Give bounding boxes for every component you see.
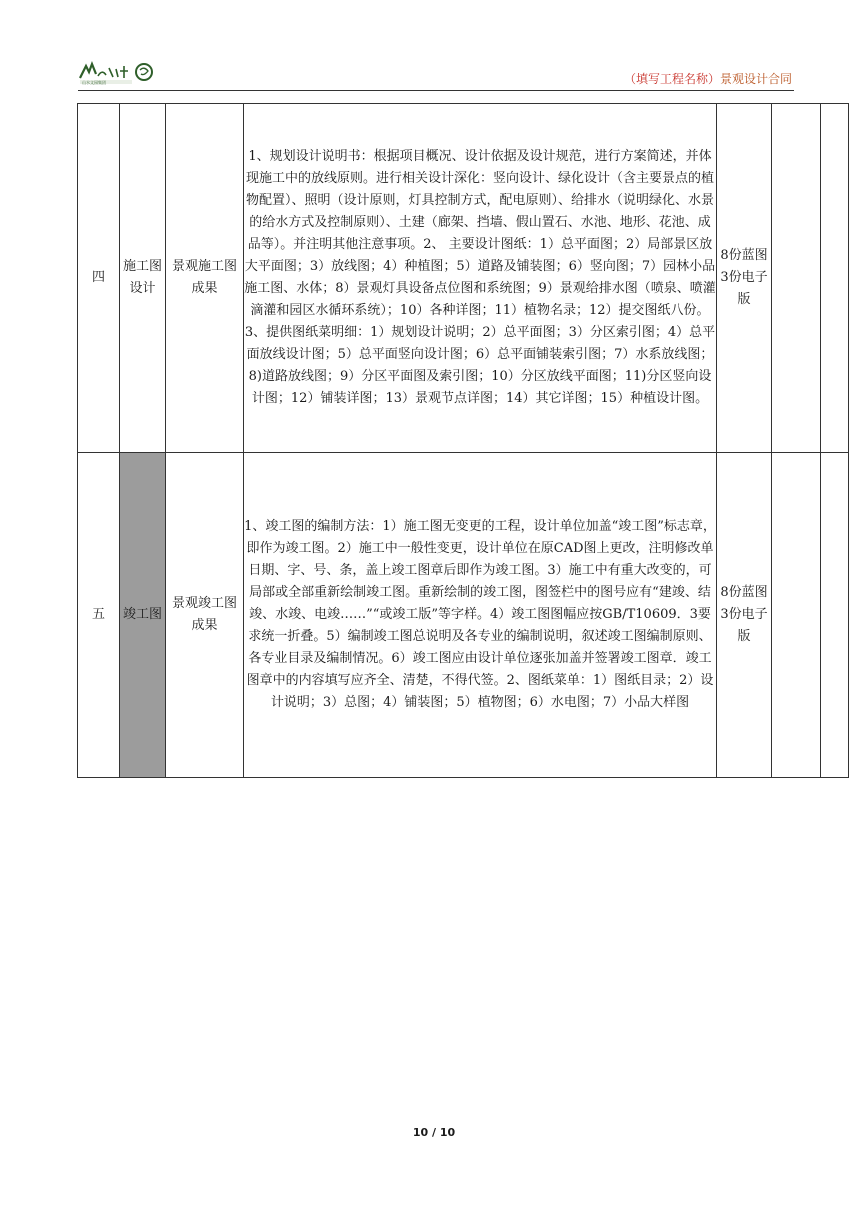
- empty-cell: [821, 104, 849, 453]
- contract-title: 景观设计合同: [719, 72, 792, 86]
- page-number: 10 / 10: [412, 1126, 456, 1139]
- result-type: 景观施工图成果: [166, 104, 244, 453]
- content-description: 1、规划设计说明书：根据项目概况、设计依据及设计规范，进行方案简述，并体现施工中的放线原则。进行相关设计深化：竖向设计、绿化设计（含主要景点的植物配置）、照明（设计原则，灯具控制方式，配电原则）、给排水（说明绿化、水景的给水方式及控制原则）、土建（廊架、挡墙、假山置石、水池、地形、花池、成品等）。并注明其他注意事项。2、 主要设计图纸：1）总平面图；2）局部景区放大平面图；3）放线图；4）种植图；5）道路及铺装图；6）竖向图；7）园林小品施工图、水体；8）景观灯具设备点位图和系统图；9）景观给排水图（喷泉、喷灌滴灌和园区水循环系统）；10）各种详图；11）植物名录；12）提交图纸八份。3、提供图纸菜明细：1）规划设计说明；2）总平面图；3）分区索引图；4）总平面放线设计图；5）总平面竖向设计图；6）总平面铺装索引图；7）水系放线图；8)道路放线图；9）分区平面图及索引图；10）分区放线平面图；11)分区竖向设计图；12）铺装详图；13）景观节点详图；14）其它详图；15）种植设计图。: [244, 104, 717, 453]
- row-number: 四: [78, 104, 120, 453]
- header-divider: [78, 90, 794, 91]
- content-description: 1、竣工图的编制方法：1）施工图无变更的工程，设计单位加盖“竣工图”标志章，即作为竣工图。2）施工中一般性变更，设计单位在原CAD图上更改，注明修改单日期、字、号、条，盖上竣工图章后即作为竣工图。3）施工中有重大改变的，可局部或全部重新绘制竣工图。重新绘制的竣工图，图签栏中的图号应有“建竣、结竣、水竣、电竣……”“或竣工版”等字样。4）竣工图图幅应按GB/T10609．3要求统一折叠。5）编制竣工图总说明及各专业的编制说明，叙述竣工图编制原则、各专业目录及编制情况。6）竣工图应由设计单位逐张加盖并签署竣工图章．竣工图章中的内容填写应齐全、清楚，不得代签。2、图纸菜单：1）图纸目录；2）设计说明；3）总图；4）铺装图；5）植物图；6）水电图；7）小品大样图: [244, 453, 717, 778]
- company-logo: [78, 60, 158, 86]
- document-title: [624, 72, 792, 86]
- design-stage: 施工图设计: [120, 104, 166, 453]
- copies-count: 8份蓝图3份电子版: [717, 104, 772, 453]
- empty-cell: [772, 453, 821, 778]
- row-number: 五: [78, 453, 120, 778]
- project-name-placeholder: （填写工程名称）: [623, 72, 720, 86]
- deliverables-table: [77, 103, 849, 778]
- copies-count: 8份蓝图3份电子版: [717, 453, 772, 778]
- page-header: [78, 60, 794, 90]
- table-row: [78, 104, 849, 453]
- empty-cell: [772, 104, 821, 453]
- table-row: [78, 453, 849, 778]
- result-type: 景观竣工图成果: [166, 453, 244, 778]
- empty-cell: [821, 453, 849, 778]
- design-stage: 竣工图: [120, 453, 166, 778]
- svg-text:山水文园集团: 山水文园集团: [82, 80, 106, 85]
